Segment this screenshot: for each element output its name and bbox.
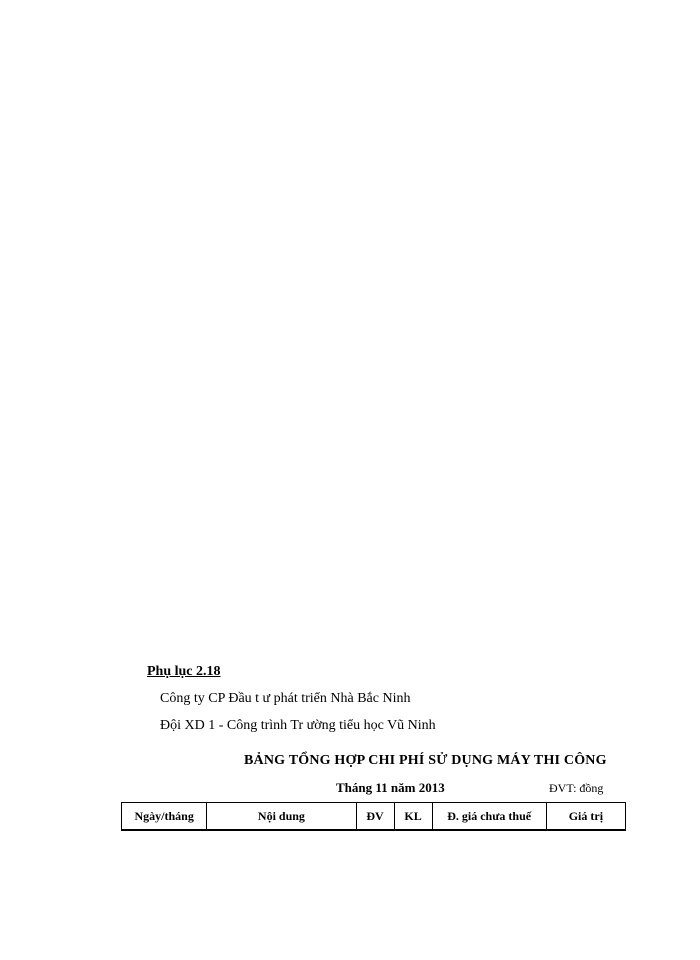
appendix-label: Phụ lục 2.18 [147,664,221,679]
table-header-row [122,803,626,831]
machine-cost-table [121,802,626,831]
header-value: Giá trị [546,803,625,831]
report-title: BẢNG TỔNG HỢP CHI PHÍ SỬ DỤNG MÁY THI CÔNG [244,753,607,768]
header-unit: ĐV [356,803,394,831]
team-project-line: Đội XD 1 - Công trình Tr ường tiểu học Vũ Ninh [160,718,436,733]
header-date: Ngày/tháng [122,803,207,831]
header-quantity: KL [394,803,432,831]
currency-unit: ĐVT: đồng [549,781,604,795]
header-content: Nội dung [207,803,356,831]
report-period: Tháng 11 năm 2013 [336,780,445,795]
header-unit-price: Đ. giá chưa thuế [432,803,546,831]
company-name: Công ty CP Đầu t ư phát triển Nhà Bắc Ninh [160,691,411,706]
